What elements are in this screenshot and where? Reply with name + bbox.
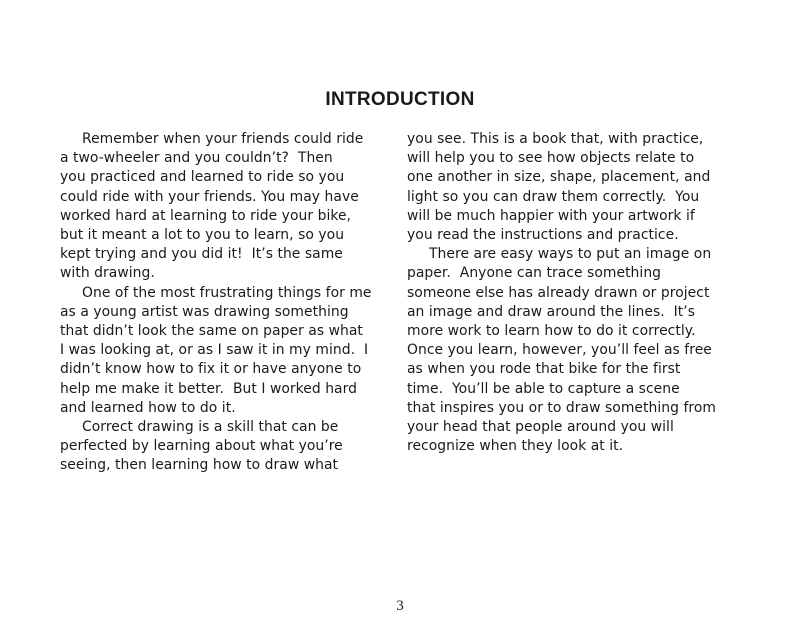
text-line: as a young artist was drawing something [60,303,349,320]
text-line: recognize when they look at it. [407,438,624,455]
text-line: you see. This is a book that, with practice, [407,131,704,147]
text-line: help me make it better. But I worked hard [60,380,357,397]
text-line: your head that people around you will [407,419,674,436]
text-line: one another in size, shape, placement, and [407,169,711,186]
text-line: Remember when your friends could ride [82,131,364,147]
text-line: and learned how to do it. [60,399,236,416]
text-line: time. You’ll be able to capture a scene [407,380,680,397]
text-line: a two-wheeler and you couldn’t? Then [60,150,333,167]
left-text-column [60,130,400,476]
text-line: you read the instructions and practice. [407,227,679,244]
page-number: 3 [396,598,404,614]
text-line: seeing, then learning how to draw what [60,457,339,474]
text-line: could ride with your friends. You may have [60,188,359,205]
text-line: an image and draw around the lines. It’s [407,303,696,320]
text-line: Correct drawing is a skill that can be [82,419,339,436]
text-line: paper. Anyone can trace something [407,265,662,282]
text-line: There are easy ways to put an image on [429,246,712,263]
text-line: didn’t know how to fix it or have anyone to [60,361,362,378]
text-line: but it meant a lot to you to learn, so you [60,227,345,244]
text-line: will be much happier with your artwork if [407,207,695,224]
right-text-column [407,130,752,456]
text-line: light so you can draw them correctly. You [407,188,700,205]
text-line: as when you rode that bike for the first [407,361,681,378]
page-title: INTRODUCTION [325,89,475,110]
text-line: someone else has already drawn or project [407,284,710,301]
text-line: kept trying and you did it! It’s the same [60,246,343,263]
text-line: worked hard at learning to ride your bike, [60,207,352,224]
text-line: I was looking at, or as I saw it in my mind. I [60,342,369,359]
text-line: that didn’t look the same on paper as what [60,323,363,340]
text-line: perfected by learning about what you’re [60,438,343,455]
text-line: One of the most frustrating things for me [82,284,372,301]
text-line: more work to learn how to do it correctly. [407,323,696,340]
text-line: that inspires you or to draw something from [407,399,716,416]
text-line: will help you to see how objects relate to [407,150,695,167]
text-line: you practiced and learned to ride so you [60,169,345,186]
text-line: Once you learn, however, you’ll feel as free [407,342,712,359]
text-line: with drawing. [60,265,155,282]
